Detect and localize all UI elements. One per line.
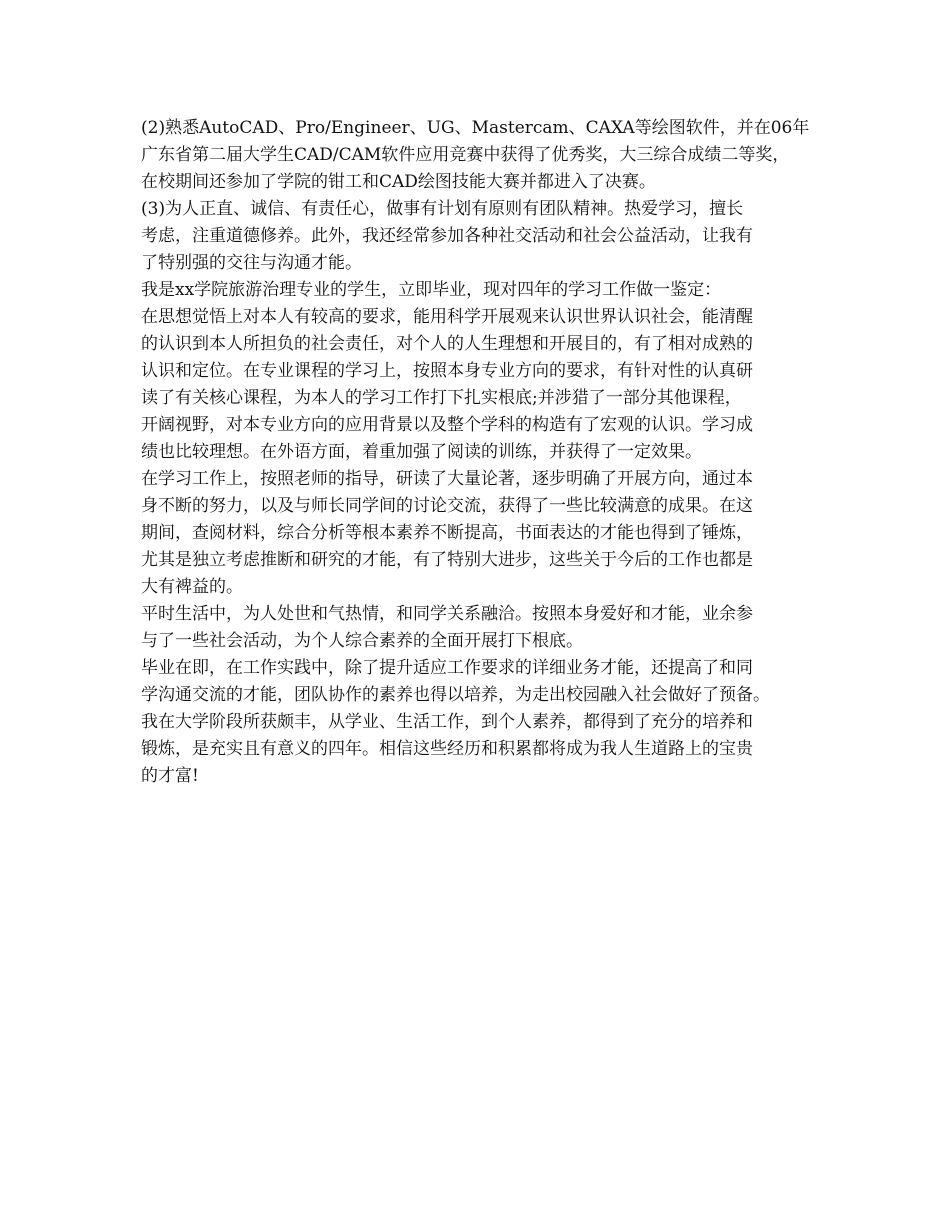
text-line: 开阔视野，对本专业方向的应用背景以及整个学科的构造有了宏观的认识。学习成 xyxy=(141,415,753,435)
text-line: 学沟通交流的才能，团队协作的素养也得以培养，为走出校园融入社会做好了预备。 xyxy=(141,685,770,705)
text-line: 与了一些社会活动，为个人综合素养的全面开展打下根底。 xyxy=(141,631,583,651)
text-line: (3)为人正直、诚信、有责任心，做事有计划有原则有团队精神。热爱学习，擅长 xyxy=(141,199,744,219)
text-line: 认识和定位。在专业课程的学习上，按照本身专业方向的要求，有针对性的认真研 xyxy=(141,361,753,381)
text-line: 我在大学阶段所获颇丰，从学业、生活工作，到个人素养，都得到了充分的培养和 xyxy=(141,712,753,732)
text-line: 期间，查阅材料，综合分析等根本素养不断提高，书面表达的才能也得到了锤炼， xyxy=(141,523,753,543)
text-line: 在思想觉悟上对本人有较高的要求，能用科学开展观来认识世界认识社会，能清醒 xyxy=(141,307,753,327)
text-line: 大有裨益的。 xyxy=(141,577,243,597)
text-line: 广东省第二届大学生CAD/CAM软件应用竞赛中获得了优秀奖，大三综合成绩二等奖， xyxy=(141,145,790,165)
text-line: (2)熟悉AutoCAD、Pro/Engineer、UG、Mastercam、CAXA等绘图软件，并在06年 xyxy=(141,118,810,138)
text-line: 的认识到本人所担负的社会责任，对个人的人生理想和开展目的，有了相对成熟的 xyxy=(141,334,753,354)
text-line: 平时生活中，为人处世和气热情，和同学关系融洽。按照本身爱好和才能，业余参 xyxy=(141,604,753,624)
document-body xyxy=(141,115,831,790)
text-line: 我是xx学院旅游治理专业的学生，立即毕业，现对四年的学习工作做一鉴定： xyxy=(141,280,722,300)
text-line: 锻炼，是充实且有意义的四年。相信这些经历和积累都将成为我人生道路上的宝贵 xyxy=(141,739,753,759)
text-line: 尤其是独立考虑推断和研究的才能，有了特别大进步，这些关于今后的工作也都是 xyxy=(141,550,753,570)
text-line: 毕业在即，在工作实践中，除了提升适应工作要求的详细业务才能，还提高了和同 xyxy=(141,658,753,678)
text-line: 在校期间还参加了学院的钳工和CAD绘图技能大赛并都进入了决赛。 xyxy=(141,172,656,192)
text-line: 在学习工作上，按照老师的指导，研读了大量论著，逐步明确了开展方向，通过本 xyxy=(141,469,753,489)
text-line: 的才富! xyxy=(141,766,199,786)
text-line: 绩也比较理想。在外语方面，着重加强了阅读的训练，并获得了一定效果。 xyxy=(141,442,702,462)
text-line: 了特别强的交往与沟通才能。 xyxy=(141,253,362,273)
text-line: 读了有关核心课程，为本人的学习工作打下扎实根底;并涉猎了一部分其他课程， xyxy=(141,388,742,408)
text-line: 身不断的努力，以及与师长同学间的讨论交流，获得了一些比较满意的成果。在这 xyxy=(141,496,753,516)
text-line: 考虑，注重道德修养。此外，我还经常参加各种社交活动和社会公益活动，让我有 xyxy=(141,226,753,246)
